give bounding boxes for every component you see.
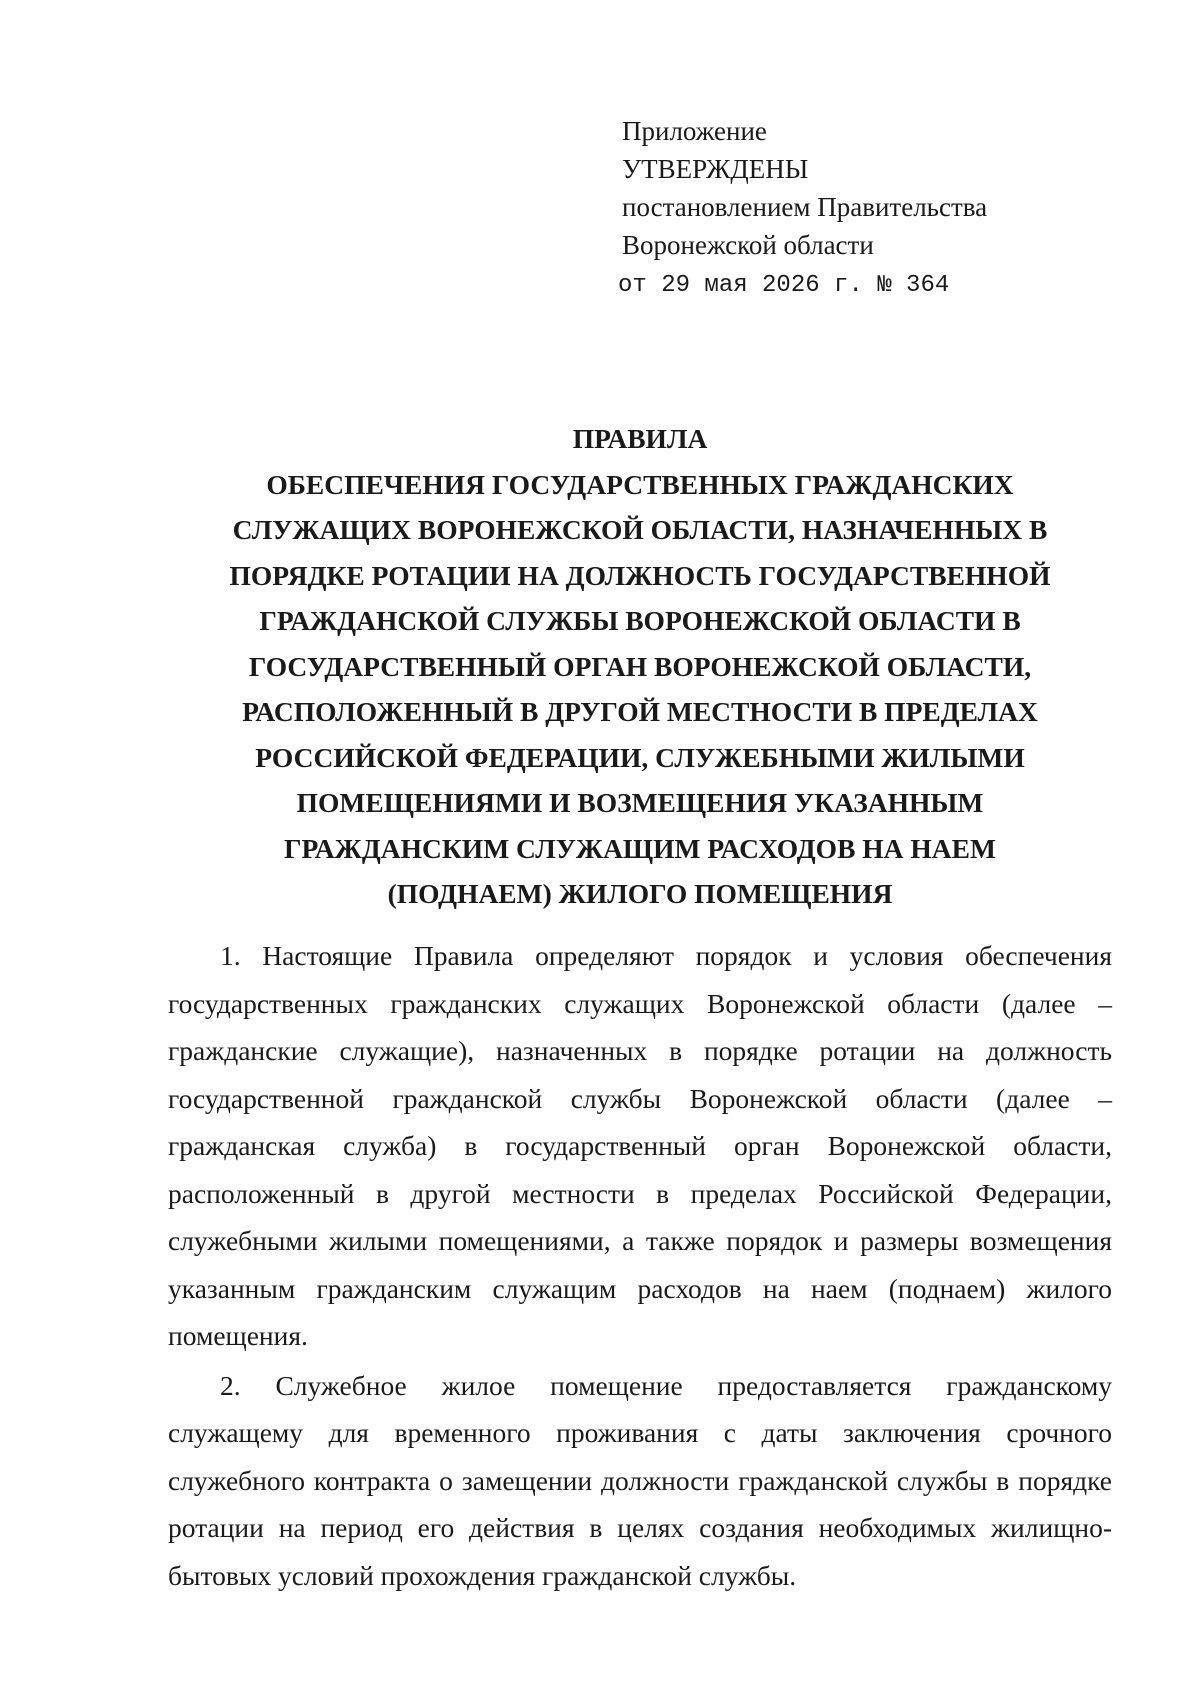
title-line: ГРАЖДАНСКОЙ СЛУЖБЫ ВОРОНЕЖСКОЙ ОБЛАСТИ В — [259, 605, 1021, 636]
paragraph-1: 1. Настоящие Правила определяют порядок и условия обеспечения государственных гражданских служащих Воронежской области (далее – гражданские служащие), назначенных в порядке ротации на должность государственной гражданской службы Воронежской области (далее – гражданская служба) в государственный орган Воронежской области, расположенный в другой местности в пределах Российской Федерации, служебными жилыми помещениями, а также порядок и размеры возмещения указанным гражданским служащим расходов на наем (поднаем) жилого помещения. — [168, 940, 1112, 1351]
title-line: РАСПОЛОЖЕННЫЙ В ДРУГОЙ МЕСТНОСТИ В ПРЕДЕЛАХ — [242, 696, 1038, 727]
approved-by-line-1: постановлением Правительства — [622, 192, 988, 222]
title-line: ГРАЖДАНСКИМ СЛУЖАЩИМ РАСХОДОВ НА НАЕМ — [284, 832, 996, 864]
title-line: ГОСУДАРСТВЕННЫЙ ОРГАН ВОРОНЕЖСКОЙ ОБЛАСТИ, — [248, 650, 1032, 682]
title-line: (ПОДНАЕМ) ЖИЛОГО ПОМЕЩЕНИЯ — [387, 878, 893, 909]
annex-label: Приложение — [622, 116, 767, 146]
title-line: РОССИЙСКОЙ ФЕДЕРАЦИИ, СЛУЖЕБНЫМИ ЖИЛЫМИ — [255, 741, 1025, 773]
approved-by-line-2: Воронежской области — [622, 230, 874, 260]
paragraph-2: 2. Служебное жилое помещение предоставляется гражданскому служащему для временного проживания с даты заключения срочного служебного контракта о замещении должности гражданской службы в порядке ротации на период его действия в целях создания необходимых жилищно-бытовых условий прохождения гражданской службы. — [168, 1369, 1112, 1591]
title-line: ПОМЕЩЕНИЯМИ И ВОЗМЕЩЕНИЯ УКАЗАННЫМ — [296, 787, 984, 818]
approved-label: УТВЕРЖДЕНЫ — [622, 154, 809, 184]
title-line: ПОРЯДКЕ РОТАЦИИ НА ДОЛЖНОСТЬ ГОСУДАРСТВЕННОЙ — [229, 559, 1051, 591]
decree-date-number: от 29 мая 2026 г. № 364 — [618, 272, 950, 299]
title-line: ОБЕСПЕЧЕНИЯ ГОСУДАРСТВЕННЫХ ГРАЖДАНСКИХ — [266, 468, 1014, 500]
document-body — [168, 932, 1112, 1601]
document-title — [168, 416, 1112, 917]
title-line: СЛУЖАЩИХ ВОРОНЕЖСКОЙ ОБЛАСТИ, НАЗНАЧЕННЫХ В — [232, 514, 1048, 545]
title-line: ПРАВИЛА — [572, 423, 708, 454]
approval-block — [618, 112, 1142, 305]
